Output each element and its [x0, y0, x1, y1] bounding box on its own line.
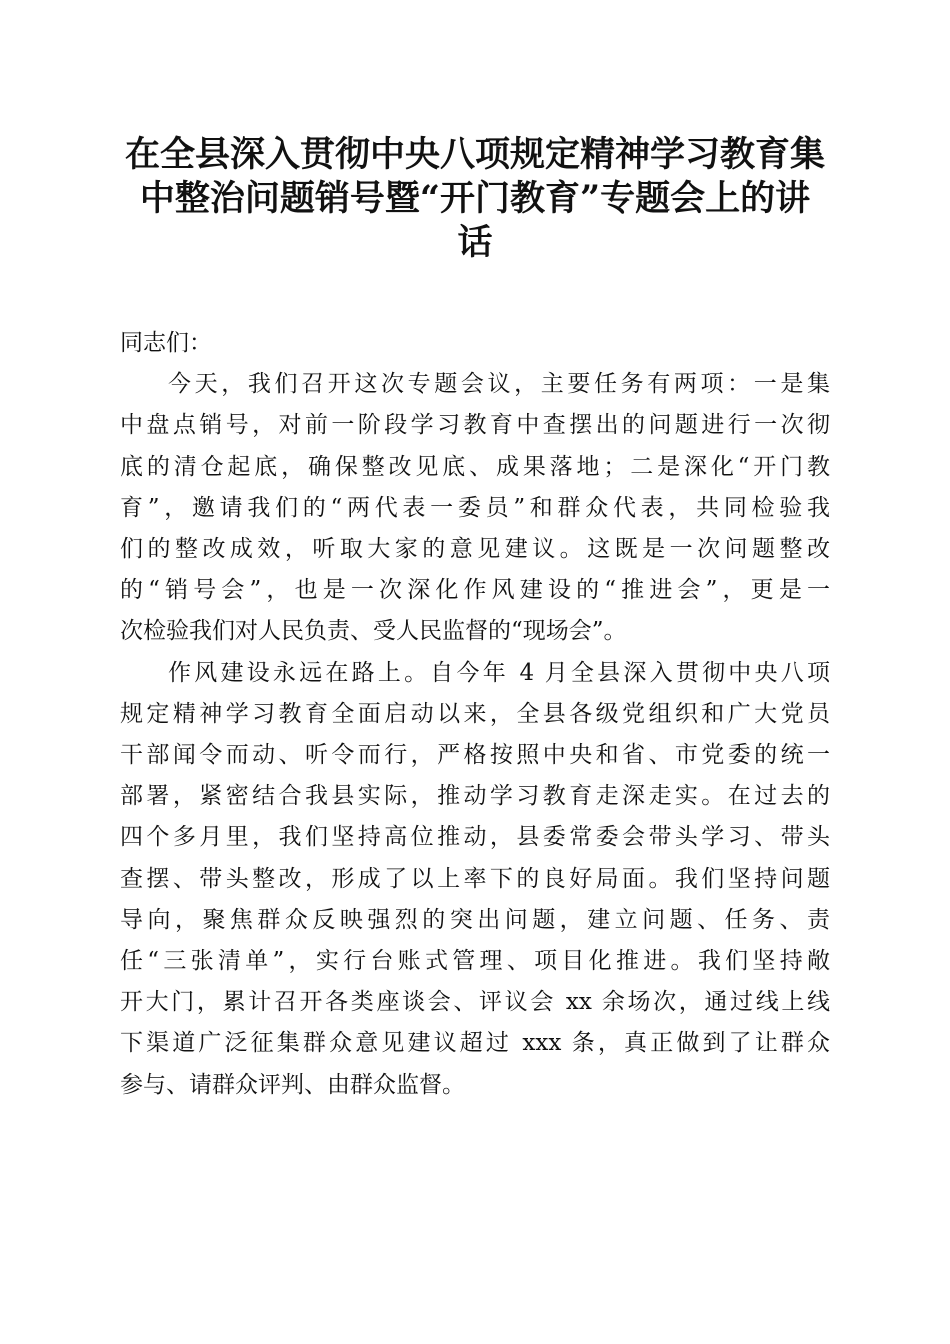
title-line: 话 [457, 222, 493, 263]
title-line: 在全县深入贯彻中央八项规定精神学习教育集 [124, 134, 825, 175]
title-line: 中整治问题销号暨“开门教育”专题会上的讲 [139, 178, 811, 219]
paragraph-2 [120, 653, 830, 1106]
text-line: 育”，邀请我们的“两代表一委员”和群众代表，共同检验我 [120, 494, 830, 521]
salutation: 同志们： [120, 330, 212, 356]
text-line: 规定精神学习教育全面启动以来，全县各级党组织和广大党员 [120, 700, 830, 727]
text-line: 底的清仓起底，确保整改见底、成果落地；二是深化“开门教 [120, 453, 830, 480]
text-line: 中盘点销号，对前一阶段学习教育中查摆出的问题进行一次彻 [120, 412, 830, 439]
text-line: 查摆、带头整改，形成了以上率下的良好局面。我们坚持问题 [120, 865, 830, 892]
text-line: 作风建设永远在路上。自今年 4 月全县深入贯彻中央八项 [168, 659, 830, 686]
document-title [112, 133, 838, 265]
text-line: 次检验我们对人民负责、受人民监督的“现场会”。 [120, 618, 627, 645]
text-line: 任“三张清单”，实行台账式管理、项目化推进。我们坚持敞 [120, 948, 830, 975]
text-line: 们的整改成效，听取大家的意见建议。这既是一次问题整改 [120, 536, 830, 563]
text-line: 部署，紧密结合我县实际，推动学习教育走深走实。在过去的 [120, 783, 830, 810]
text-line: 下渠道广泛征集群众意见建议超过 xxx 条，真正做到了让群众 [120, 1030, 830, 1057]
text-line: 干部闻令而动、听令而行，严格按照中央和省、市党委的统一 [120, 742, 830, 769]
document-body [120, 323, 830, 1106]
text-line: 今天，我们召开这次专题会议，主要任务有两项：一是集 [168, 371, 830, 398]
text-line: 四个多月里，我们坚持高位推动，县委常委会带头学习、带头 [120, 824, 830, 851]
text-line: 的“销号会”，也是一次深化作风建设的“推进会”，更是一 [120, 577, 830, 604]
paragraph-1 [120, 364, 830, 652]
text-line: 开大门，累计召开各类座谈会、评议会 xx 余场次，通过线上线 [120, 989, 830, 1016]
text-line: 导向，聚焦群众反映强烈的突出问题，建立问题、任务、责 [120, 906, 830, 933]
text-line: 参与、请群众评判、由群众监督。 [120, 1071, 465, 1098]
